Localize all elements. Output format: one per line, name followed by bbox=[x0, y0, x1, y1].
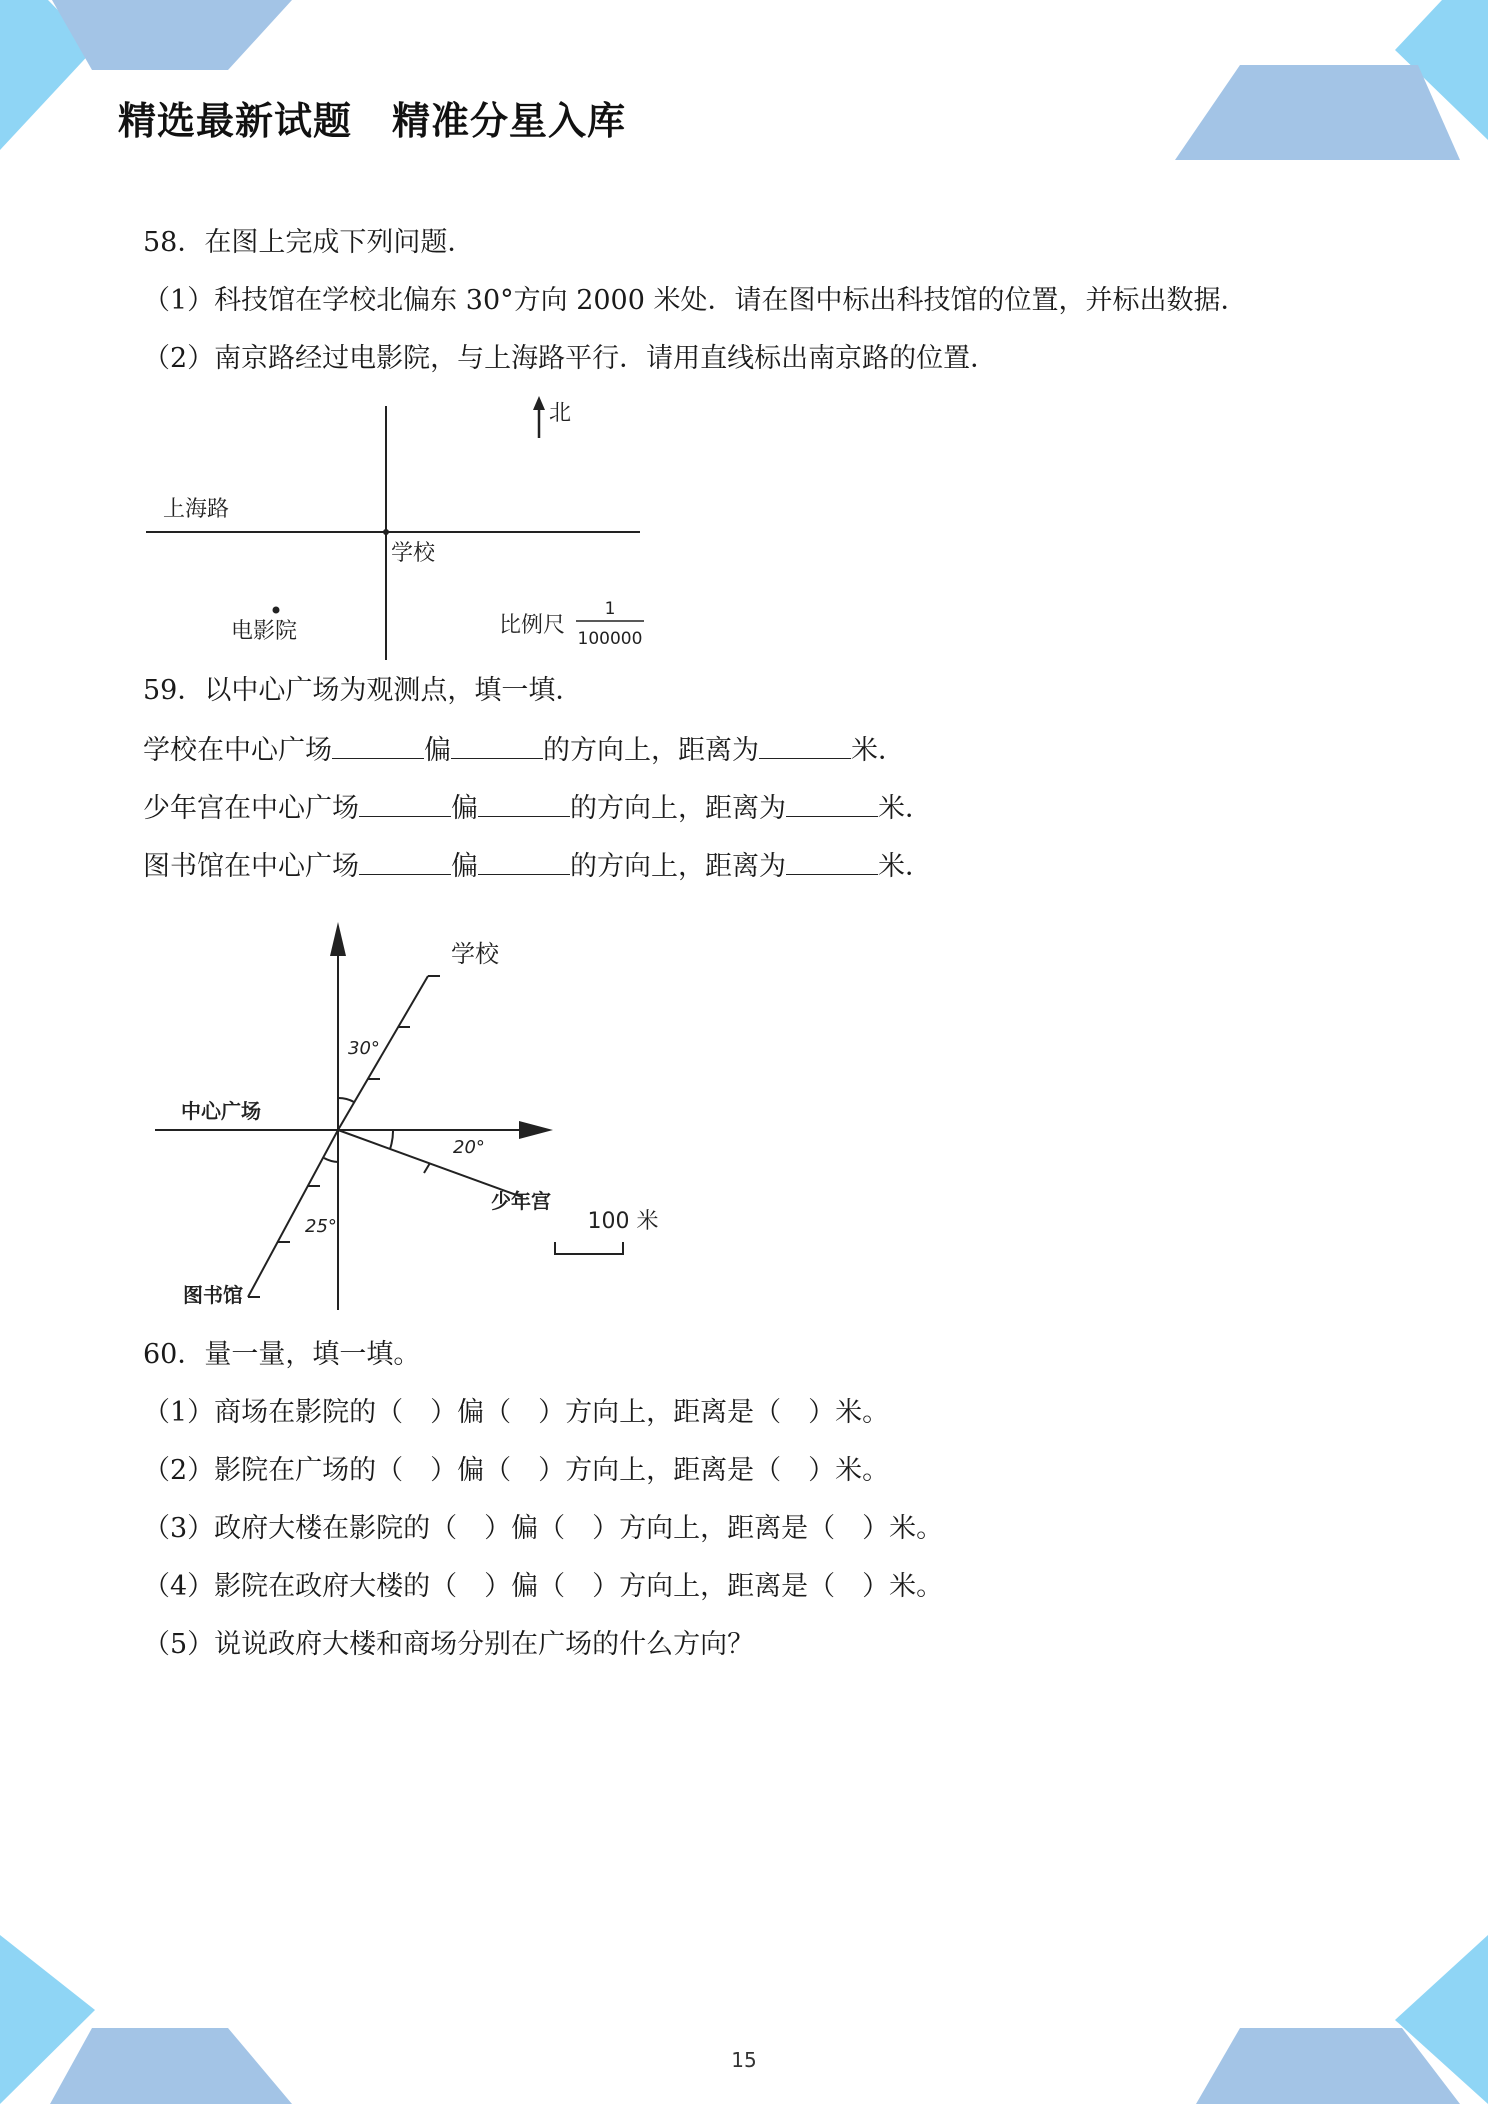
q59-row-palace-blank-2[interactable] bbox=[478, 790, 570, 817]
q59-row-palace-blank-1[interactable] bbox=[359, 790, 451, 817]
bottom-left-decoration bbox=[0, 1935, 292, 2104]
q60-item-5: （5）说说政府大楼和商场分别在广场的什么方向？ bbox=[143, 1629, 755, 1660]
q58-map-figure bbox=[143, 392, 663, 664]
q59-row-palace-blank-3[interactable] bbox=[786, 790, 878, 817]
school-angle-label: 30° bbox=[348, 1038, 380, 1059]
q59-row-school-after: 的方向上，距离为 bbox=[543, 735, 759, 766]
q60-item-2: （2）影院在广场的（ ）偏（ ）方向上，距离是（ ）米。 bbox=[143, 1455, 890, 1486]
north-arrow-icon bbox=[533, 396, 545, 438]
youth-palace-label: 少年宫 bbox=[491, 1189, 551, 1213]
q60-title: 60．量一量，填一填。 bbox=[143, 1339, 421, 1370]
library-label: 图书馆 bbox=[183, 1283, 243, 1307]
q59-row-library bbox=[143, 848, 932, 884]
scale-denominator: 100000 bbox=[577, 629, 643, 649]
q59-row-palace-after: 的方向上，距离为 bbox=[570, 793, 786, 824]
north-label: 北 bbox=[549, 401, 572, 426]
cinema-label: 电影院 bbox=[231, 619, 298, 644]
youth-palace-angle-label: 20° bbox=[453, 1137, 485, 1158]
header-title-left: 精选最新试题 bbox=[118, 99, 353, 143]
school-point bbox=[383, 529, 389, 535]
q60-item-4: （4）影院在政府大楼的（ ）偏（ ）方向上，距离是（ ）米。 bbox=[143, 1571, 944, 1602]
q59-row-palace-mid: 偏 bbox=[451, 793, 478, 824]
q59-row-library-after: 的方向上，距离为 bbox=[570, 851, 786, 882]
q59-row-library-blank-1[interactable] bbox=[359, 848, 451, 875]
top-right-decoration bbox=[1175, 0, 1488, 160]
school-ray-ticks bbox=[368, 976, 440, 1079]
page-number: 15 bbox=[731, 2048, 757, 2072]
scale-bar-label: 100 米 bbox=[587, 1209, 659, 1234]
library-ray-ticks bbox=[248, 1186, 320, 1297]
q59-row-school-name: 学校在中心广场 bbox=[143, 735, 332, 766]
library-ray bbox=[248, 1130, 338, 1297]
q60-item-3: （3）政府大楼在影院的（ ）偏（ ）方向上，距离是（ ）米。 bbox=[143, 1513, 944, 1544]
school-angle-arc bbox=[338, 1098, 354, 1102]
q59-row-school-unit: 米． bbox=[851, 735, 905, 766]
center-square-label: 中心广场 bbox=[181, 1099, 261, 1123]
q59-row-library-blank-3[interactable] bbox=[786, 848, 878, 875]
scale-bar bbox=[555, 1242, 623, 1254]
q58-title: 58．在图上完成下列问题． bbox=[143, 227, 475, 258]
east-arrow-icon bbox=[519, 1121, 553, 1139]
q59-row-library-mid: 偏 bbox=[451, 851, 478, 882]
scale-numerator: 1 bbox=[604, 599, 616, 619]
q59-row-school-mid: 偏 bbox=[424, 735, 451, 766]
bottom-right-decoration bbox=[1196, 1935, 1488, 2104]
q59-row-library-name: 图书馆在中心广场 bbox=[143, 851, 359, 882]
youth-palace-ray-ticks bbox=[424, 1163, 430, 1173]
q59-row-school bbox=[143, 732, 905, 768]
q58-sub1: （1）科技馆在学校北偏东 30°方向 2000 米处．请在图中标出科技馆的位置，并标出数据． bbox=[143, 285, 1248, 316]
north-arrow-icon bbox=[330, 922, 346, 956]
q59-row-school-blank-3[interactable] bbox=[759, 732, 851, 759]
header-title bbox=[118, 90, 626, 145]
q59-title: 59．以中心广场为观测点，填一填． bbox=[143, 675, 583, 706]
q59-row-school-blank-1[interactable] bbox=[332, 732, 424, 759]
school-label: 学校 bbox=[451, 940, 499, 968]
library-angle-arc bbox=[324, 1158, 338, 1162]
q58-sub2: （2）南京路经过电影院，与上海路平行．请用直线标出南京路的位置． bbox=[143, 343, 998, 374]
q59-row-school-blank-2[interactable] bbox=[451, 732, 543, 759]
q59-row-palace bbox=[143, 790, 932, 826]
library-angle-label: 25° bbox=[305, 1216, 337, 1237]
shanghai-road-label: 上海路 bbox=[163, 497, 230, 522]
youth-palace-angle-arc bbox=[390, 1130, 393, 1149]
header-title-right: 精准分星入库 bbox=[392, 99, 627, 143]
scale-label: 比例尺 bbox=[499, 613, 566, 638]
q59-row-library-blank-2[interactable] bbox=[478, 848, 570, 875]
q59-row-library-unit: 米． bbox=[878, 851, 932, 882]
q60-item-1: （1）商场在影院的（ ）偏（ ）方向上，距离是（ ）米。 bbox=[143, 1397, 890, 1428]
q59-row-palace-unit: 米． bbox=[878, 793, 932, 824]
cinema-point bbox=[273, 607, 280, 614]
q59-direction-figure bbox=[143, 912, 713, 1312]
school-label: 学校 bbox=[391, 541, 436, 566]
q59-row-palace-name: 少年宫在中心广场 bbox=[143, 793, 359, 824]
